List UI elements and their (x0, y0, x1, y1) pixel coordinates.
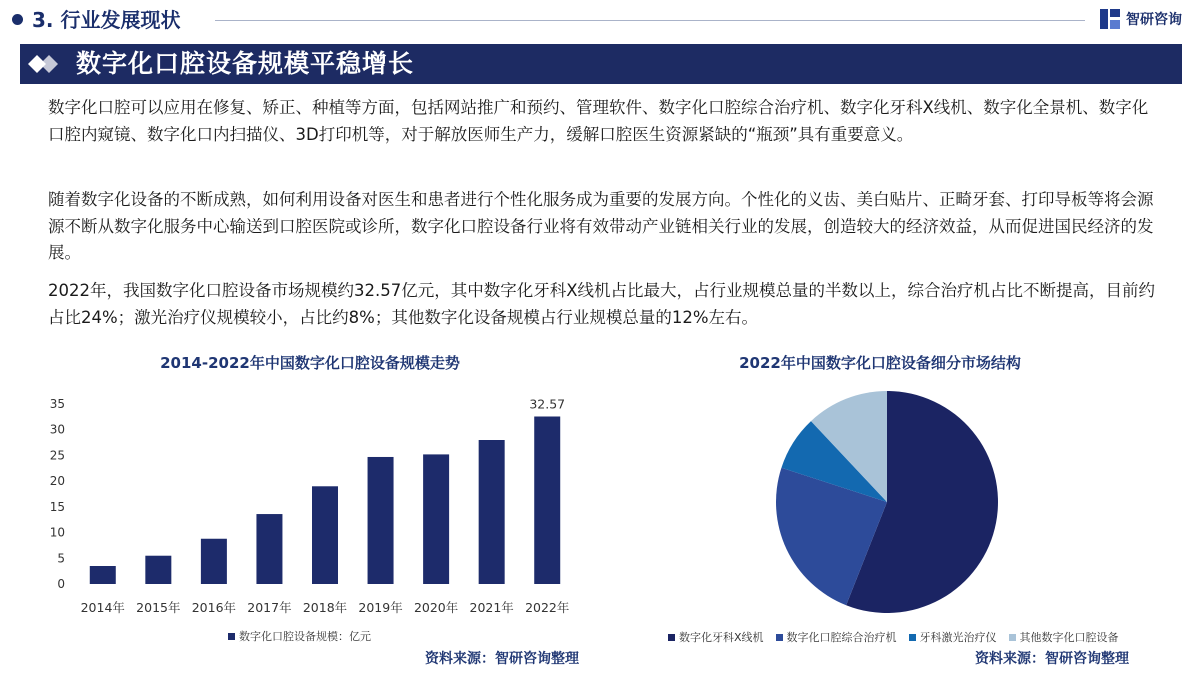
page-title: 数字化口腔设备规模平稳增长 (76, 49, 415, 78)
legend-item (909, 629, 997, 645)
data-label: 32.57 (529, 396, 566, 412)
y-tick-label: 25 (49, 448, 65, 463)
legend-swatch (776, 634, 783, 641)
x-tick-label: 2022年 (525, 600, 570, 615)
y-tick-label: 30 (49, 422, 65, 437)
legend-item (776, 629, 897, 645)
source-note: 资料来源：智研咨询整理 (975, 651, 1129, 667)
y-tick-label: 35 (49, 397, 65, 411)
bar (479, 440, 505, 584)
y-tick-label: 5 (57, 551, 65, 566)
pie-chart-title: 2022年中国数字化口腔设备细分市场结构 (739, 354, 1021, 372)
legend-label: 数字化口腔综合治疗机 (786, 631, 897, 644)
legend-label: 牙科激光治疗仪 (919, 631, 997, 644)
bar-chart-title: 2014-2022年中国数字化口腔设备规模走势 (160, 354, 460, 372)
top-bar (0, 0, 1200, 40)
title-banner (20, 44, 1182, 84)
legend-item (668, 629, 764, 645)
bullet-icon (12, 14, 23, 25)
bar (534, 416, 560, 584)
source-note: 资料来源：智研咨询整理 (425, 651, 579, 667)
x-tick-label: 2014年 (80, 600, 125, 615)
bar (368, 457, 394, 584)
bar-chart (30, 380, 590, 620)
diamond-icon (28, 55, 68, 73)
x-tick-label: 2018年 (302, 600, 348, 615)
bar (423, 454, 449, 584)
divider (215, 20, 1085, 21)
bar (256, 514, 282, 584)
legend-item (1009, 629, 1119, 645)
y-tick-label: 20 (49, 474, 65, 489)
legend-swatch (909, 634, 916, 641)
paragraph: 随着数字化设备的不断成熟，如何利用设备对医生和患者进行个性化服务成为重要的发展方向。个性化的义齿、美白贴片、正畸牙套、打印导板等将会源源不断从数字化服务中心输送到口腔医院或诊所，数字化口腔设备行业将有效带动产业链相关行业的发展，创造较大的经济效益，从而促进国民经济的发展。 (48, 190, 1154, 262)
x-tick-label: 2016年 (191, 600, 237, 615)
y-tick-label: 0 (57, 577, 65, 591)
y-tick-label: 15 (49, 499, 65, 514)
legend-label: 数字化口腔设备规模：亿元 (239, 630, 371, 643)
bar (145, 556, 171, 584)
legend-swatch (668, 634, 675, 641)
x-tick-label: 2020年 (413, 600, 459, 615)
x-tick-label: 2021年 (469, 600, 514, 615)
y-tick-label: 10 (49, 525, 65, 540)
bar (312, 486, 338, 584)
bar-legend (228, 628, 371, 644)
pie-legend (668, 629, 1131, 645)
x-tick-label: 2017年 (247, 600, 292, 615)
brand-name: 智研咨询 (1126, 12, 1182, 28)
legend-swatch (1009, 634, 1016, 641)
section-title: 3. 行业发展现状 (32, 8, 181, 32)
pie-chart (757, 382, 1017, 622)
legend-label: 数字化牙科X线机 (679, 631, 764, 644)
bar (201, 539, 227, 584)
paragraph: 2022年，我国数字化口腔设备市场规模约32.57亿元，其中数字化牙科X线机占比最大，占行业规模总量的半数以上，综合治疗机占比不断提高，目前约占比24%；激光治疗仪规模较小，占比约8%；其他数字化设备规模占行业规模总量的12%左右。 (48, 281, 1156, 327)
x-tick-label: 2015年 (136, 600, 181, 615)
legend-swatch (228, 633, 235, 640)
bar (90, 566, 116, 584)
brand (1100, 9, 1182, 29)
brand-logo-icon (1100, 9, 1120, 29)
legend-label: 其他数字化口腔设备 (1019, 631, 1119, 644)
paragraph: 数字化口腔可以应用在修复、矫正、种植等方面，包括网站推广和预约、管理软件、数字化口腔综合治疗机、数字化牙科X线机、数字化全景机、数字化口腔内窥镜、数字化口内扫描仪、3D打印机等，对于解放医师生产力，缓解口腔医生资源紧缺的“瓶颈”具有重要意义。 (48, 98, 1149, 144)
x-tick-label: 2019年 (358, 600, 403, 615)
